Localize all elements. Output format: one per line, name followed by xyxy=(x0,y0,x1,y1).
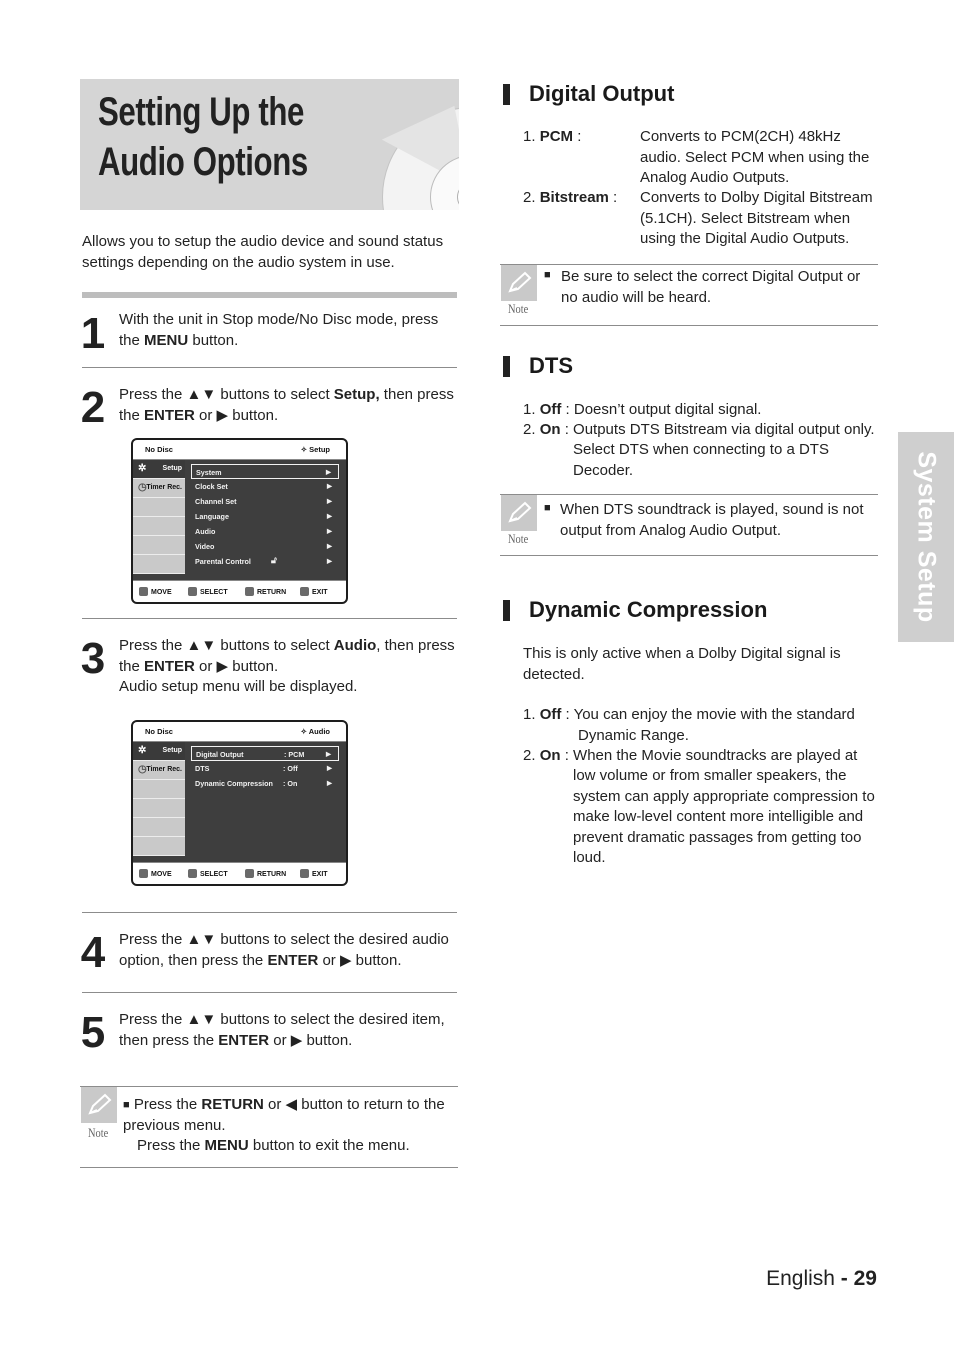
note-label: Note xyxy=(508,301,529,316)
menu-sidebar xyxy=(133,742,185,856)
step-number: 3 xyxy=(80,634,106,683)
return-icon xyxy=(245,587,254,596)
menu-item-video[interactable]: Video ▶ xyxy=(195,542,332,551)
menu-items xyxy=(191,746,339,791)
dts-note: When DTS soundtrack is played, sound is not output from Analog Audio Output. xyxy=(560,501,864,539)
bitstream-description: Converts to Dolby Digital Bitstream (5.1CH). Select Bitstream when using the Digital Audio Outputs. xyxy=(640,189,873,247)
step-2-text: Press the ▲▼ buttons to select Setup, then press the ENTER or ▶ button. xyxy=(119,386,454,424)
section-marker xyxy=(503,600,510,621)
pcm-description: Converts to PCM(2CH) 48kHz audio. Select PCM when using the Analog Audio Outputs. xyxy=(640,128,870,186)
menu-footer: MOVE SELECT RETURN EXIT xyxy=(133,580,346,602)
section-heading: Digital Output xyxy=(529,81,675,106)
section-heading: Dynamic Compression xyxy=(529,597,768,622)
move-icon xyxy=(139,869,148,878)
gear-icon: ✲ xyxy=(138,745,147,756)
section-heading: DTS xyxy=(529,353,573,378)
select-icon xyxy=(188,587,197,596)
step-number: 2 xyxy=(80,383,106,432)
lock-icon: 🔓︎ xyxy=(271,555,277,565)
return-note-text: ■ Press the RETURN or ◀ button to return to the previous menu. Press the MENU button to exit the menu. xyxy=(123,1096,445,1154)
note-label: Note xyxy=(508,531,529,546)
sidebar-item-setup[interactable]: ✲ Setup xyxy=(133,742,185,761)
exit-icon xyxy=(300,587,309,596)
dynamic-on-text: 2. On : When the Movie soundtracks are played at xyxy=(523,747,858,764)
note-label: Note xyxy=(88,1125,109,1140)
step-4-text: Press the ▲▼ buttons to select the desired audio option, then press the ENTER or ▶ button. xyxy=(119,931,449,969)
return-icon xyxy=(245,869,254,878)
page-number: English - 29 xyxy=(766,1267,877,1290)
digital-output-note: Be sure to select the correct Digital Output or no audio will be heard. xyxy=(561,268,861,306)
menu-footer: MOVE SELECT RETURN EXIT xyxy=(133,862,346,884)
menu-item-channel-set[interactable]: Channel Set ▶ xyxy=(195,497,332,506)
menu-item-digital-output[interactable]: Digital Output : PCM ▶ xyxy=(191,746,339,761)
divider xyxy=(82,992,457,993)
audio-menu-screen xyxy=(131,720,348,886)
section-marker xyxy=(503,356,510,377)
clock-icon: ◷ xyxy=(138,764,147,775)
setup-menu-screen xyxy=(131,438,348,604)
sidebar-item-timer-rec[interactable]: ◷ Timer Rec. xyxy=(133,761,185,780)
pencil-icon xyxy=(501,495,537,531)
gear-icon: ✲ xyxy=(138,463,147,474)
dynamic-on-detail: low volume or from smaller speakers, the system can apply appropriate compression to make low-level content more intelligible and prevent dramatic passages from getting too loud. xyxy=(573,767,875,866)
dynamic-intro: This is only active when a Dolby Digital signal is detected. xyxy=(523,645,841,683)
exit-icon xyxy=(300,869,309,878)
menu-item-audio[interactable]: Audio ▶ xyxy=(195,527,332,536)
step-3-text: Press the ▲▼ buttons to select Audio, then press the ENTER or ▶ button. Audio setup menu will be displayed. xyxy=(119,637,455,695)
menu-header: No Disc ✧ Audio xyxy=(133,722,346,742)
divider xyxy=(82,292,457,298)
chapter-tab: System Setup xyxy=(898,432,954,642)
move-icon xyxy=(139,587,148,596)
step-number: 5 xyxy=(80,1008,106,1057)
dts-off-text: 1. Off : Doesn’t output digital signal. xyxy=(523,401,762,418)
pcm-term: 1. PCM : xyxy=(523,128,582,145)
dynamic-off-detail: Dynamic Range. xyxy=(578,727,689,744)
section-marker xyxy=(503,84,510,105)
dts-on-detail: Select DTS when connecting to a DTS Decoder. xyxy=(573,441,829,479)
step-number: 1 xyxy=(80,309,106,358)
select-icon xyxy=(188,869,197,878)
bullet-icon: ■ xyxy=(544,502,551,514)
menu-header: No Disc ✧ Setup xyxy=(133,440,346,460)
pencil-icon xyxy=(81,1087,117,1123)
dts-on-text: 2. On : Outputs DTS Bitstream via digital output only. xyxy=(523,421,875,438)
bitstream-term: 2. Bitstream : xyxy=(523,189,618,206)
sidebar-item-setup[interactable]: ✲ Setup xyxy=(133,460,185,479)
bullet-icon: ■ xyxy=(544,269,551,281)
menu-item-dynamic-compression[interactable]: Dynamic Compression : On ▶ xyxy=(195,779,332,788)
step-1-text: With the unit in Stop mode/No Disc mode, press the MENU button. xyxy=(119,311,439,349)
pencil-icon xyxy=(501,265,537,301)
title-banner xyxy=(80,79,459,210)
clock-icon: ◷ xyxy=(138,482,147,493)
sidebar-item-timer-rec[interactable]: ◷ Timer Rec. xyxy=(133,479,185,498)
menu-item-dts[interactable]: DTS : Off ▶ xyxy=(195,764,332,773)
dynamic-off-text: 1. Off : You can enjoy the movie with the standard xyxy=(523,706,855,723)
divider xyxy=(82,912,457,913)
menu-sidebar xyxy=(133,460,185,574)
menu-items xyxy=(191,464,339,569)
page-title: Setting Up the Audio Options xyxy=(98,90,308,184)
divider xyxy=(82,618,457,619)
step-number: 4 xyxy=(80,928,106,977)
menu-item-language[interactable]: Language ▶ xyxy=(195,512,332,521)
menu-item-clock-set[interactable]: Clock Set ▶ xyxy=(195,482,332,491)
intro-text: Allows you to setup the audio device and sound status settings depending on the audio system in use. xyxy=(82,233,444,271)
divider xyxy=(82,367,457,368)
menu-item-parental-control[interactable]: Parental Control 🔓︎ ▶ xyxy=(195,555,332,566)
menu-item-system[interactable]: System ▶ xyxy=(191,464,339,479)
step-5-text: Press the ▲▼ buttons to select the desired item, then press the ENTER or ▶ button. xyxy=(119,1011,445,1049)
